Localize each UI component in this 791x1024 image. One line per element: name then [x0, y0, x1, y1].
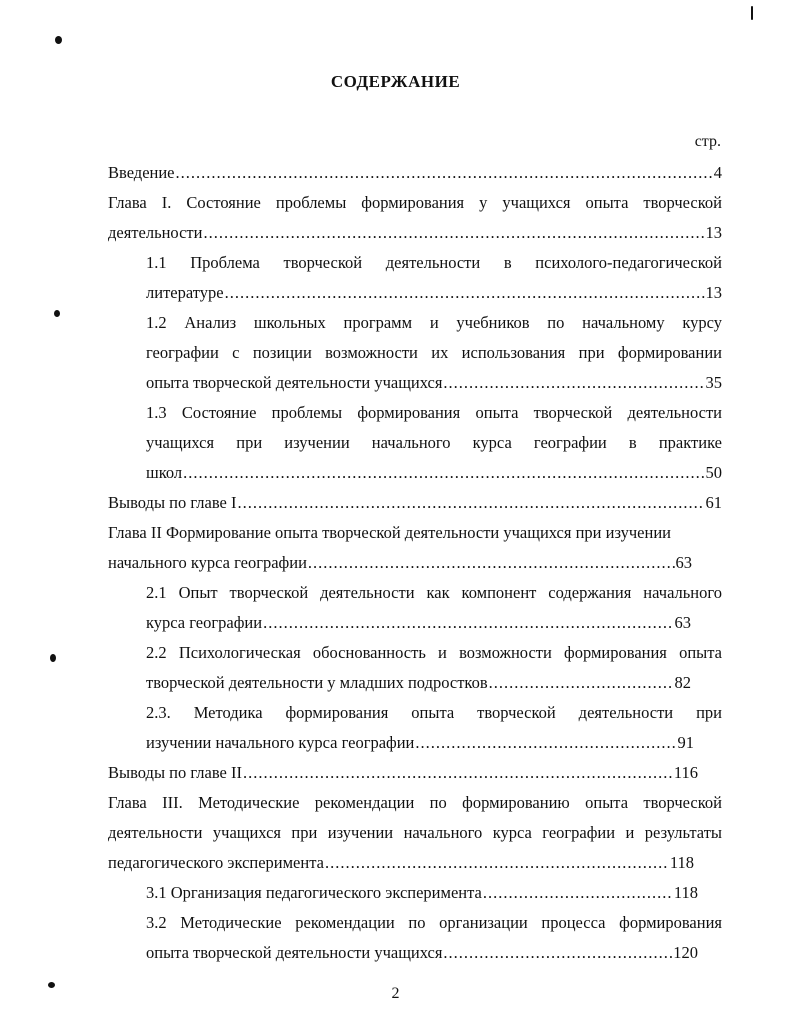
- toc-chapter-3: Глава III. Методические рекомендации по формированию опыта творческой: [108, 793, 722, 812]
- page-number: 50: [705, 463, 722, 482]
- toc-chapter-3-end: педагогического эксперимента ..... 118: [108, 853, 694, 873]
- toc-conclusions-2: Выводы по главе II ..... 116: [108, 763, 698, 783]
- toc-section-1-3: 1.3 Состояние проблемы формирования опыта творческой деятельности: [146, 403, 722, 422]
- dot-leader: [225, 283, 705, 303]
- dot-leader: [263, 613, 673, 633]
- scan-speck: [751, 6, 753, 20]
- page-number: 61: [705, 493, 722, 512]
- dot-leader: [237, 493, 704, 513]
- toc-section-2-3-end: изучении начального курса географии ..... 91: [146, 733, 694, 753]
- toc-section-2-1: 2.1 Опыт творческой деятельности как компонент содержания начального: [146, 583, 722, 602]
- toc-chapter-3-line2: деятельности учащихся при изучении начального курса географии и результаты: [108, 823, 722, 842]
- toc-section-1-1: 1.1 Проблема творческой деятельности в психолого-педагогической: [146, 253, 722, 272]
- dot-leader: [243, 763, 673, 783]
- page-footer-number: 2: [391, 985, 400, 1002]
- toc-section-1-2-line2: географии с позиции возможности их использования при формировании: [146, 343, 722, 362]
- page-column-label: стр.: [694, 133, 721, 150]
- dot-leader: [443, 373, 704, 393]
- toc-chapter-2: Глава II Формирование опыта творческой деятельности учащихся при изучении: [108, 523, 671, 542]
- toc-section-2-2-end: творческой деятельности у младших подростков ..... 82: [146, 673, 691, 693]
- page-number: 4: [713, 163, 722, 182]
- toc-chapter-2-end: начального курса географии ..... 63: [108, 553, 692, 573]
- page-number: 13: [705, 283, 722, 302]
- toc-title: СОДЕРЖАНИЕ: [330, 72, 461, 91]
- scan-speck: [50, 654, 56, 662]
- dot-leader: [483, 883, 673, 903]
- page-number: 63: [674, 613, 691, 632]
- toc-section-3-2: 3.2 Методические рекомендации по организации процесса формирования: [146, 913, 722, 932]
- page-number: 91: [677, 733, 694, 752]
- toc-section-2-1-end: курса географии ..... 63: [146, 613, 691, 633]
- dot-leader: [308, 553, 675, 573]
- toc-chapter-1: Глава I. Состояние проблемы формирования у учащихся опыта творческой: [108, 193, 722, 212]
- toc-section-1-1-end: литературе ..... 13: [146, 283, 722, 303]
- page-number: 120: [673, 943, 698, 962]
- page-number: 118: [673, 883, 698, 902]
- scan-speck: [55, 36, 62, 44]
- toc-section-3-2-end: опыта творческой деятельности учащихся ..... 120: [146, 943, 698, 963]
- toc-chapter-1-end: деятельности ..... 13: [108, 223, 722, 243]
- page-number: 116: [673, 763, 698, 782]
- toc-section-2-2: 2.2 Психологическая обоснованность и возможности формирования опыта: [146, 643, 722, 662]
- toc-conclusions-1: Выводы по главе I ..... 61: [108, 493, 722, 513]
- toc-section-2-3: 2.3. Методика формирования опыта творческой деятельности при: [146, 703, 722, 722]
- toc-section-1-3-end: школ ..... 50: [146, 463, 722, 483]
- page-number: 13: [705, 223, 722, 242]
- toc-entry-introduction: Введение ..... 4: [108, 163, 722, 183]
- toc-section-3-1: 3.1 Организация педагогического эксперимента ..... 118: [146, 883, 698, 903]
- page-number: 63: [675, 553, 692, 572]
- dot-leader: [443, 943, 672, 963]
- page-number: 35: [705, 373, 722, 392]
- dot-leader: [489, 673, 674, 693]
- dot-leader: [415, 733, 676, 753]
- dot-leader: [325, 853, 669, 873]
- dot-leader: [176, 163, 713, 183]
- toc-section-1-2: 1.2 Анализ школьных программ и учебников по начальному курсу: [146, 313, 722, 332]
- toc-section-1-2-end: опыта творческой деятельности учащихся ..... 35: [146, 373, 722, 393]
- page-number: 82: [674, 673, 691, 692]
- dot-leader: [203, 223, 704, 243]
- page-number: 118: [669, 853, 694, 872]
- toc-section-1-3-line2: учащихся при изучении начального курса географии в практике: [146, 433, 722, 452]
- scan-speck: [54, 310, 60, 317]
- dot-leader: [183, 463, 704, 483]
